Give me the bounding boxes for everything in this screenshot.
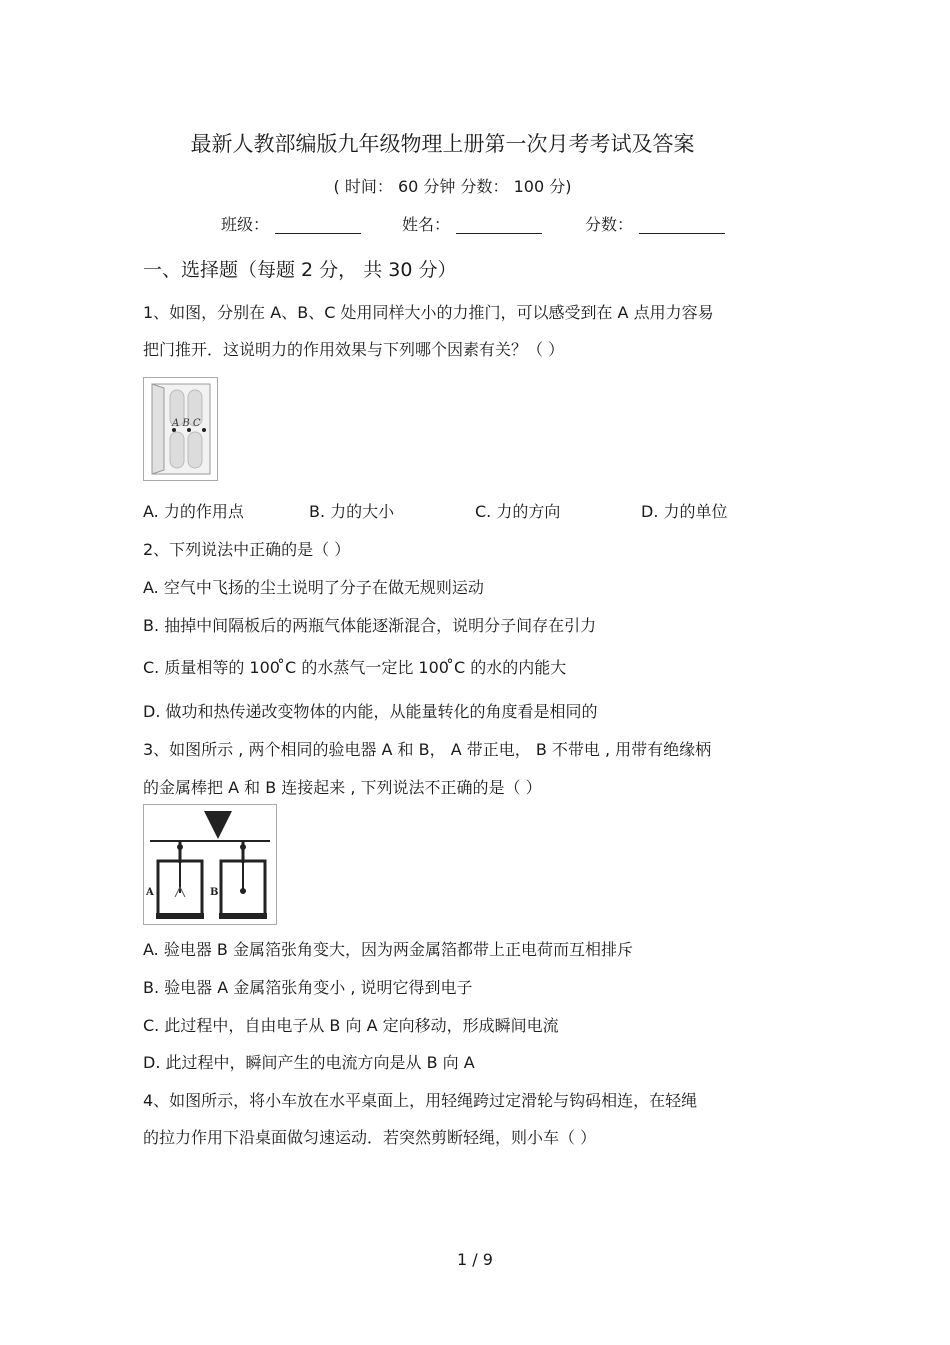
class-field[interactable] [221,212,361,235]
q3-stem-line2: 的金属棒把 A 和 B 连接起来 , 下列说法不正确的是（ ） [143,778,542,797]
q2-option-d[interactable]: D. 做功和热传递改变物体的内能，从能量转化的角度看是相同的 [143,702,598,721]
score-field[interactable] [585,212,725,235]
page-number: 1 / 9 [457,1250,493,1269]
q1-option-a[interactable]: A. 力的作用点 [143,502,244,521]
door-point-labels: A B C [172,418,201,429]
section-heading: 一、选择题（每题 2 分， 共 30 分） [143,259,457,281]
exam-meta: ( 时间： 60 分钟 分数： 100 分) [333,177,572,196]
name-blank[interactable] [456,215,542,234]
q1-option-d[interactable]: D. 力的单位 [641,502,728,521]
electroscope-a-label: A [146,887,154,898]
q1-stem-line2: 把门推开．这说明力的作用效果与下列哪个因素有关？（ ） [143,340,565,359]
q3-option-b[interactable]: B. 验电器 A 金属箔张角变小 , 说明它得到电子 [143,978,473,997]
q2-option-a[interactable]: A. 空气中飞扬的尘土说明了分子在做无规则运动 [143,578,484,597]
q4-stem-line2: 的拉力作用下沿桌面做匀速运动．若突然剪断轻绳，则小车（ ） [143,1128,597,1147]
score-label: 分数： [585,215,634,234]
name-label: 姓名： [402,215,451,234]
q2-option-c[interactable]: C. 质量相等的 100 ̊C 的水蒸气一定比 100 ̊C 的水的内能大 [143,658,567,677]
q1-stem-line1: 1、如图，分别在 A、B、C 处用同样大小的力推门，可以感受到在 A 点用力容易 [143,303,714,322]
q3-stem-line1: 3、如图所示 , 两个相同的验电器 A 和 B， A 带正电， B 不带电 , 用带有绝缘柄 [143,740,712,759]
page-title: 最新人教部编版九年级物理上册第一次月考考试及答案 [190,132,695,156]
q1-option-c[interactable]: C. 力的方向 [475,502,561,521]
electroscope-b-label: B [210,887,219,898]
electroscope-illustration [144,805,276,924]
door-illustration [144,378,217,480]
q4-stem-line1: 4、如图所示，将小车放在水平桌面上，用轻绳跨过定滑轮与钩码相连，在轻绳 [143,1091,698,1110]
class-label: 班级： [221,215,270,234]
class-blank[interactable] [275,215,361,234]
q3-option-c[interactable]: C. 此过程中，自由电子从 B 向 A 定向移动，形成瞬间电流 [143,1016,559,1035]
q3-option-d[interactable]: D. 此过程中，瞬间产生的电流方向是从 B 向 A [143,1053,475,1072]
q2-option-b[interactable]: B. 抽掉中间隔板后的两瓶气体能逐渐混合，说明分子间存在引力 [143,616,597,635]
electroscope-figure [143,804,277,925]
score-blank[interactable] [639,215,725,234]
q2-stem: 2、下列说法中正确的是（ ） [143,540,351,559]
q3-option-a[interactable]: A. 验电器 B 金属箔张角变大，因为两金属箔都带上正电荷而互相排斥 [143,940,633,959]
q1-option-b[interactable]: B. 力的大小 [309,502,395,521]
name-field[interactable] [402,212,542,235]
door-figure [143,377,218,481]
